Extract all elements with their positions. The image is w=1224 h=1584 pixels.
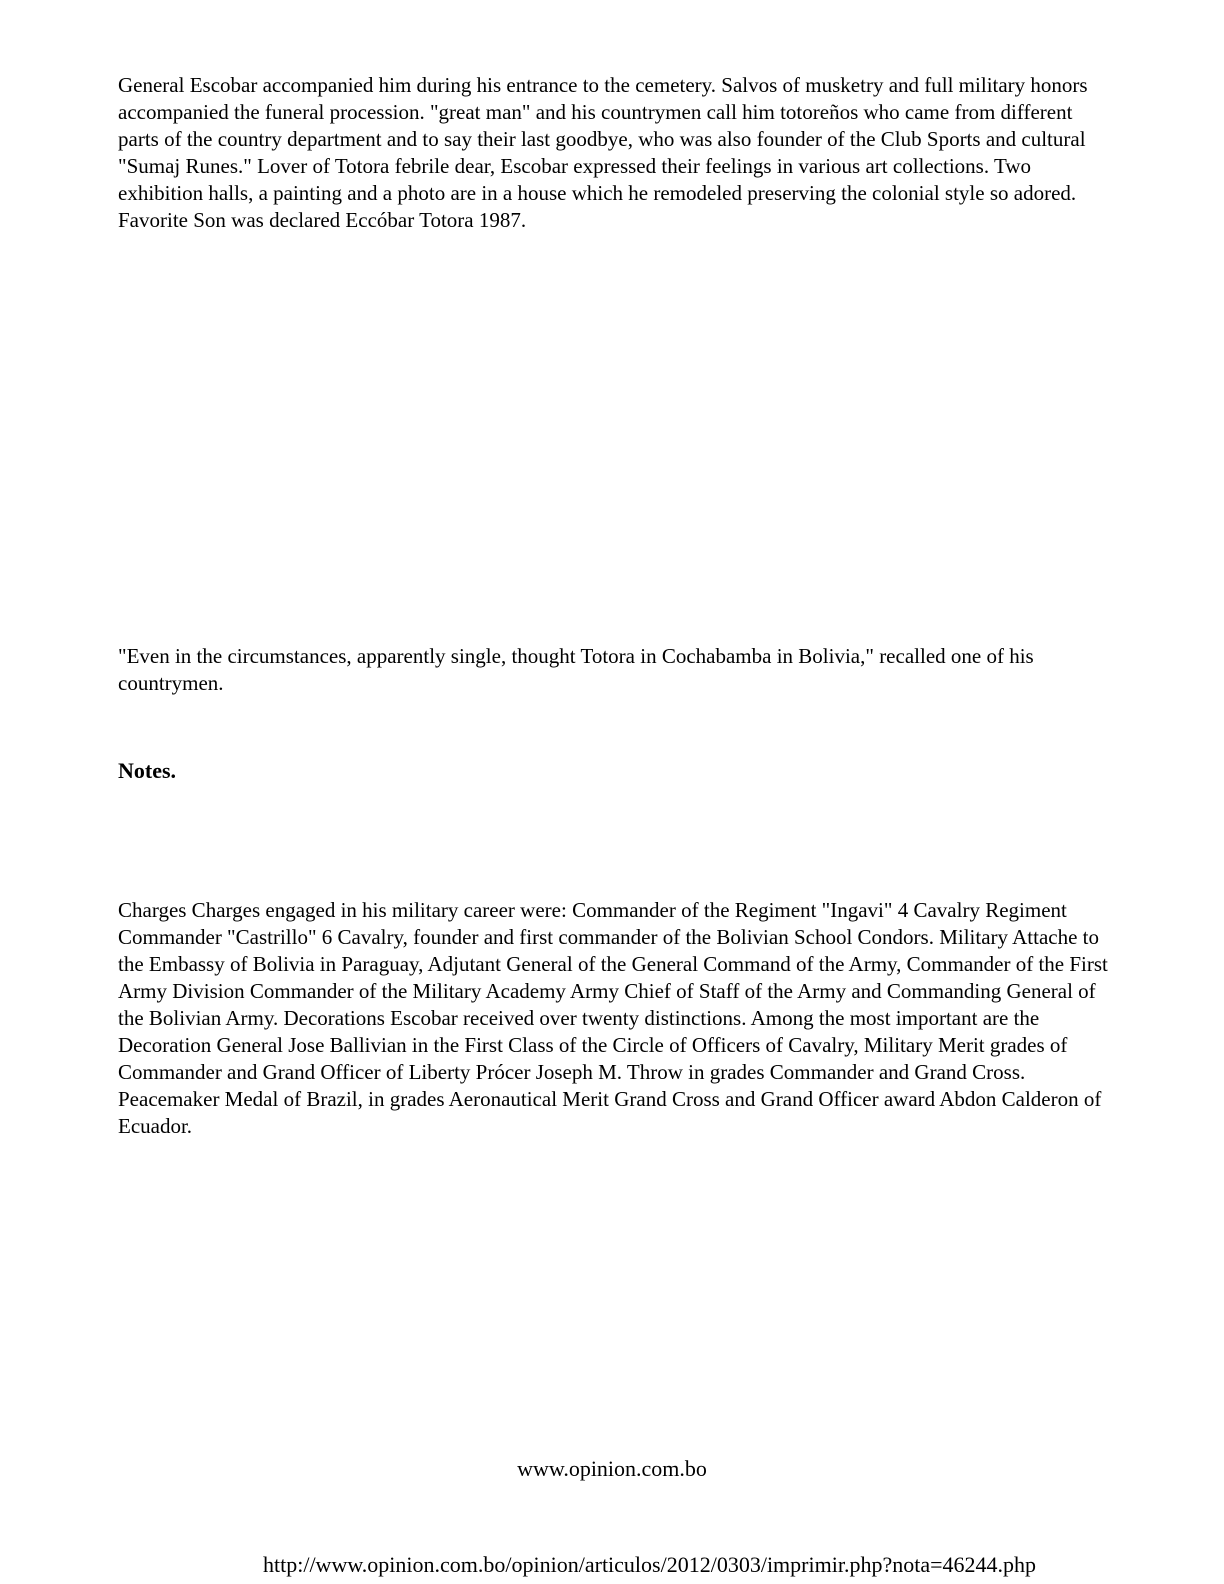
print-page-url: http://www.opinion.com.bo/opinion/articulos/2012/0303/imprimir.php?nota=46244.php [263, 1552, 1036, 1577]
paragraph-funeral: General Escobar accompanied him during his entrance to the cemetery. Salvos of musketry and full military honors accompanied the funeral procession. "great man" and his countrymen call him totoreños who came from different parts of the country department and to say their last goodbye, who was also founder of the Club Sports and cultural "Sumaj Runes." Lover of Totora febrile dear, Escobar expressed their feelings in various art collections. Two exhibition halls, a painting and a photo are in a house which he remodeled preserving the colonial style so adored. Favorite Son was declared Eccóbar Totora 1987. [118, 73, 1088, 232]
paragraph-charges: Charges Charges engaged in his military career were: Commander of the Regiment "Ingavi" 4 Cavalry Regiment Commander "Castrillo" 6 Cavalry, founder and first commander of the Bolivian School Condors. Military Attache to the Embassy of Bolivia in Paraguay, Adjutant General of the General Command of the Army, Commander of the First Army Division Commander of the Military Academy Army Chief of Staff of the Army and Commanding General of the Bolivian Army. Decorations Escobar received over twenty distinctions. Among the most important are the Decoration General Jose Ballivian in the First Class of the Circle of Officers of Cavalry, Military Merit grades of Commander and Grand Officer of Liberty Prócer Joseph M. Throw in grades Commander and Grand Cross. Peacemaker Medal of Brazil, in grades Aeronautical Merit Grand Cross and Grand Officer award Abdon Calderon of Ecuador. [118, 898, 1108, 1138]
paragraph-quote: "Even in the circumstances, apparently single, thought Totora in Cochabamba in Bolivia," recalled one of his countrymen. [118, 644, 1034, 695]
notes-heading: Notes. [118, 758, 177, 783]
site-domain-text: www.opinion.com.bo [517, 1456, 707, 1481]
